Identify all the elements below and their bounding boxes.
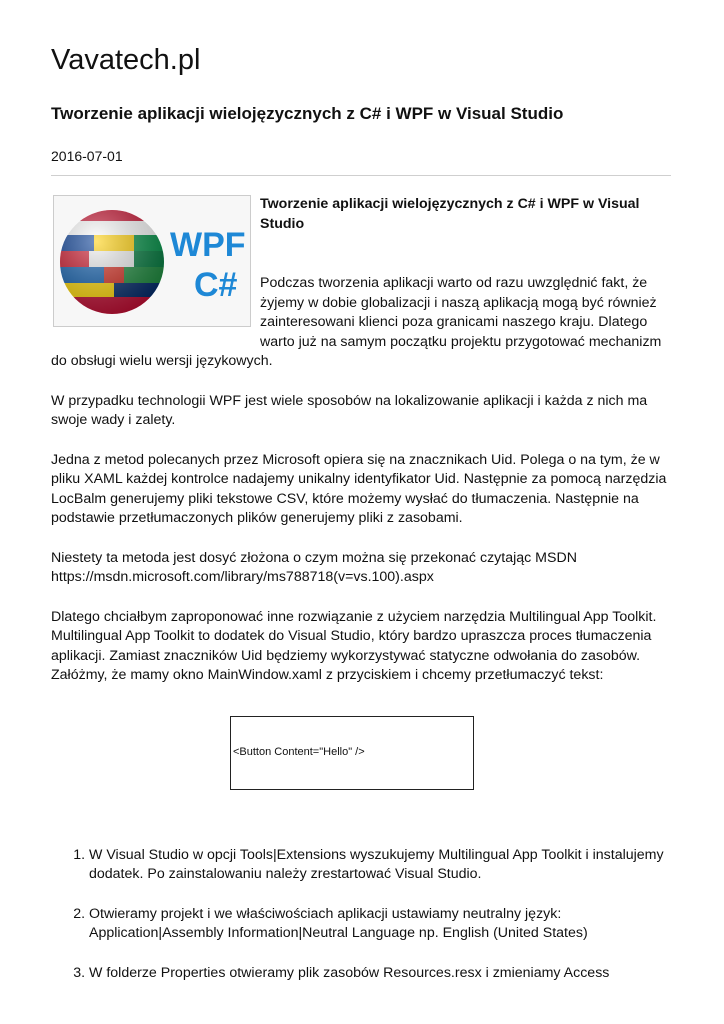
- list-item: 2. Otwieramy projekt i we właściwościach aplikacji ustawiamy neutralny język: Application|Assembly Information|Neutral Language np. English (United States): [89, 905, 671, 944]
- paragraph: Dlatego chciałbym zaproponować inne rozwiązanie z użyciem narzędzia Multilingual App Toolkit. Multilingual App Toolkit to dodatek do Visual Studio, który bardzo upraszcza proces tłumaczenia aplikacji. Zamiast znaczników Uid będziemy wykorzystywać statyczne odwołania do zasobów. Załóżmy, że mamy okno MainWindow.xaml z przyciskiem i chcemy przetłumaczyć tekst:: [51, 608, 657, 683]
- divider: [51, 175, 671, 176]
- code-sample: <Button Content="Hello" />: [230, 716, 474, 790]
- steps-list: [51, 846, 671, 984]
- paragraph-msdn-link[interactable]: Niestety ta metoda jest dosyć złożona o czym można się przekonać czytając MSDN https://msdn.microsoft.com/library/ms788718(v=vs.100).aspx: [51, 549, 577, 585]
- paragraph: Podczas tworzenia aplikacji warto od razu uwzględnić fakt, że żyjemy w dobie globalizacji i naszą aplikacją mogą być również zainteresowani klienci poza granicami naszego kraju. Dlatego warto już na samym początku projektu przygotować mechanizm do obsługi wielu wersji językowych.: [51, 275, 662, 369]
- inner-title: Tworzenie aplikacji wielojęzycznych z C# i WPF w Visual Studio: [260, 196, 640, 232]
- flags-globe-icon: [54, 196, 250, 326]
- svg-text:C#: C#: [194, 266, 238, 304]
- paragraph: Jedna z metod polecanych przez Microsoft opiera się na znacznikach Uid. Polega o na tym, że w pliku XAML każdej kontrolce nadajemy unikalny identyfikator Uid. Następnie za pomocą narzędzia LocBalm generujemy pliki tekstowe CSV, które możemy wysłać do tłumaczenia. Następnie na podstawie przetłumaczonych plików generujemy pliki z zasobami.: [51, 451, 667, 526]
- post-content: [51, 195, 671, 1003]
- paragraph: W przypadku technologii WPF jest wiele sposobów na lokalizowanie aplikacji i każda z nich ma swoje wady i zalety.: [51, 392, 648, 428]
- post-thumbnail: [53, 195, 251, 327]
- post-title: Tworzenie aplikacji wielojęzycznych z C# i WPF w Visual Studio: [51, 104, 564, 123]
- site-title[interactable]: Vavatech.pl: [51, 44, 201, 76]
- list-item: 1. W Visual Studio w opcji Tools|Extensions wyszukujemy Multilingual App Toolkit i instalujemy dodatek. Po zainstalowaniu należy zrestartować Visual Studio.: [89, 846, 671, 885]
- list-item: 3. W folderze Properties otwieramy plik zasobów Resources.resx i zmieniamy Access: [89, 964, 671, 984]
- post-date: 2016-07-01: [51, 148, 123, 164]
- svg-text:WPF: WPF: [170, 226, 246, 264]
